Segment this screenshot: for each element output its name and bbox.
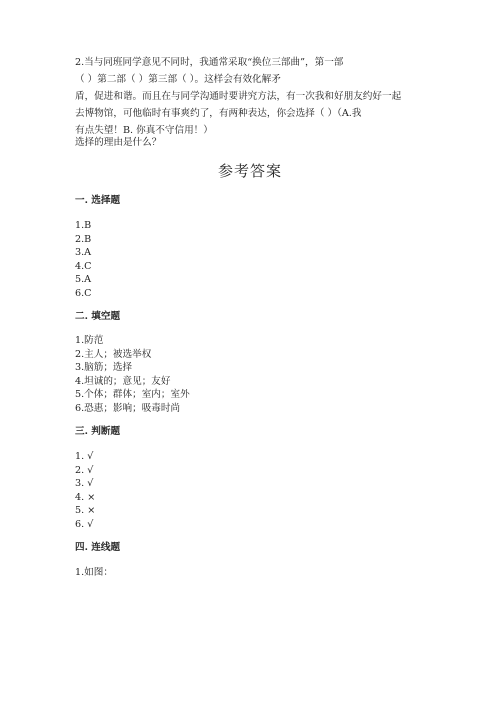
question-2-text bbox=[75, 54, 430, 139]
answer-list-true-false bbox=[75, 450, 95, 532]
answer-item: 2.主人；被选举权 bbox=[75, 348, 152, 360]
answer-item: 1.防范 bbox=[75, 335, 104, 346]
answer-item: 4.C bbox=[75, 260, 92, 272]
section-heading-matching: 四. 连线题 bbox=[75, 542, 121, 553]
question-line: 去博物馆，可他临时有事爽约了，有两种表达，你会选择（ ）（A.我 bbox=[75, 108, 362, 119]
answer-item: 3.脑筋；选择 bbox=[75, 362, 133, 374]
answer-item: 6.恐惠；影响；吸毒时尚 bbox=[75, 402, 181, 414]
answer-item: 5.个体；群体；室内；室外 bbox=[75, 389, 190, 401]
answer-item: 1. √ bbox=[75, 451, 94, 462]
answer-item: 2.B bbox=[75, 233, 92, 245]
question-line: 盾，促进和谐。而且在与同学沟通时要讲究方法，有一次我和好朋友约好一起 bbox=[75, 91, 402, 102]
answer-item: 6. √ bbox=[75, 518, 94, 530]
answer-key-title: 参考答案 bbox=[217, 162, 282, 180]
answer-item: 4.坦诚的；意见；友好 bbox=[75, 375, 171, 387]
question-line: （ ）第二部（ ）第三部（ ）。这样会有效化解矛 bbox=[75, 74, 281, 85]
question-line: 有点失望！B. 你真不守信用！） bbox=[75, 125, 213, 136]
answer-item: 4. × bbox=[75, 491, 96, 503]
section-heading-true-false: 三. 判断题 bbox=[75, 426, 121, 437]
answer-item: 2. √ bbox=[75, 464, 94, 476]
answer-item: 3. √ bbox=[75, 478, 94, 490]
section-heading-fill-blank: 二. 填空题 bbox=[75, 311, 121, 322]
section-heading-choice: 一. 选择题 bbox=[75, 195, 121, 206]
answer-list-choice bbox=[75, 219, 92, 301]
answer-list-matching bbox=[75, 566, 113, 580]
answer-item: 1.如图： bbox=[75, 567, 113, 578]
answer-item: 6.C bbox=[75, 287, 92, 299]
answer-item: 5.A bbox=[75, 274, 92, 286]
answer-item: 3.A bbox=[75, 247, 92, 259]
answer-item: 1.B bbox=[75, 220, 92, 231]
answer-list-fill-blank bbox=[75, 334, 190, 416]
answer-item: 5. × bbox=[75, 505, 96, 517]
question-line: 2.当与同班同学意见不同时，我通常采取“换位三部曲”，第一部 bbox=[75, 57, 344, 68]
reason-prompt: 选择的理由是什么？ bbox=[75, 137, 162, 148]
